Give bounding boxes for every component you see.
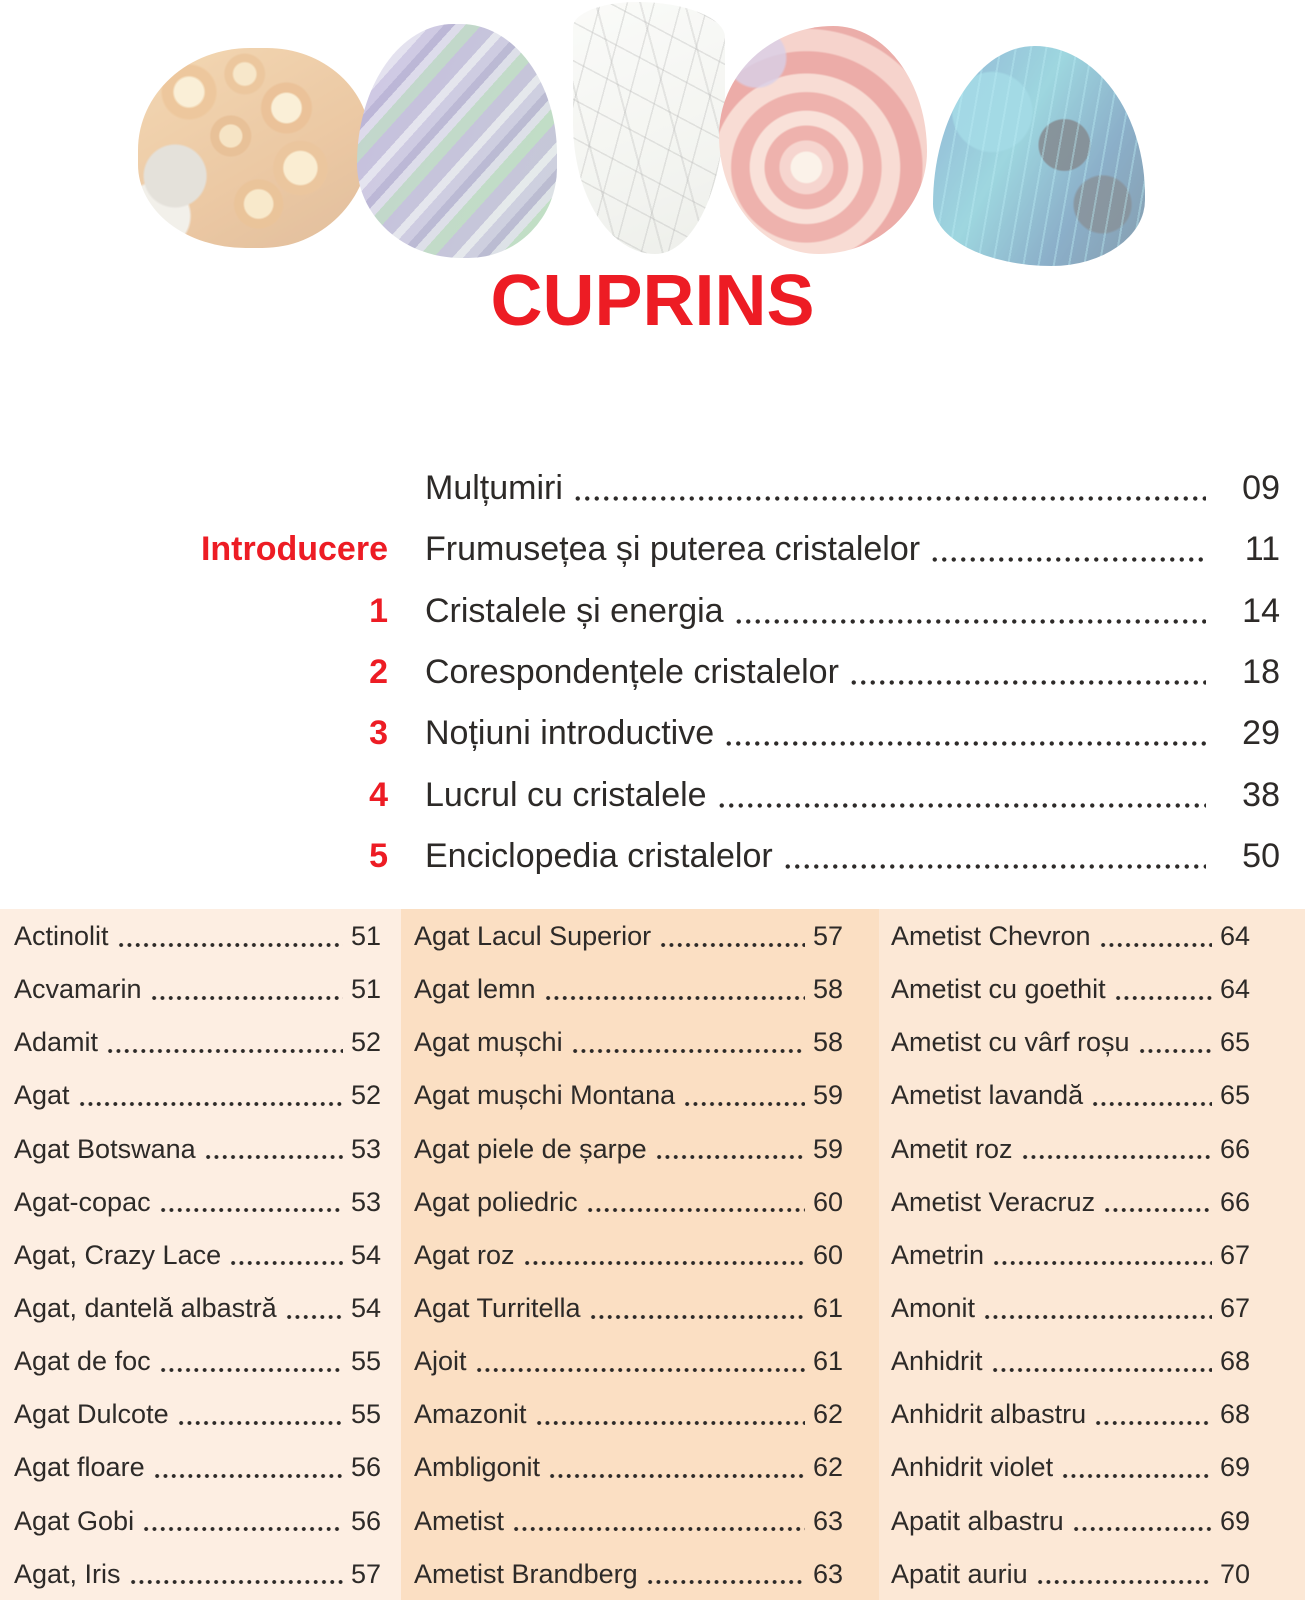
index-entry <box>891 910 1250 963</box>
dotted-leader <box>1114 995 1212 1001</box>
toc-page-number: 18 <box>1242 653 1280 692</box>
toc-row <box>0 581 1280 642</box>
toc-page-number: 09 <box>1242 469 1280 508</box>
index-page-number: 64 <box>1219 974 1250 1005</box>
dotted-leader <box>586 1207 805 1213</box>
index-page-number: 57 <box>812 921 843 952</box>
index-entry-title: Actinolit <box>14 921 109 952</box>
index-page-number: 68 <box>1219 1399 1250 1430</box>
index-entry <box>414 1388 843 1441</box>
index-page-number: 62 <box>812 1399 843 1430</box>
index-page-number: 67 <box>1219 1239 1250 1270</box>
dotted-leader <box>544 995 805 1001</box>
index-entry <box>14 1282 381 1335</box>
index-entry-title: Ametist Veracruz <box>891 1186 1096 1217</box>
index-page-number: 64 <box>1219 921 1250 952</box>
toc-chapter-label: 2 <box>369 653 388 692</box>
index-entry <box>414 1069 843 1122</box>
dotted-leader <box>150 995 343 1001</box>
index-entry-title: Ametit roz <box>891 1133 1013 1164</box>
index-entry-title: Agat Gobi <box>14 1505 135 1536</box>
toc-page-number: 29 <box>1242 714 1280 753</box>
index-entry-title: Apatit albastru <box>891 1505 1064 1536</box>
toc-chapter-label: 1 <box>369 591 388 630</box>
index-entry-title: Agat Dulcote <box>14 1399 169 1430</box>
toc-entry-title: Mulțumiri <box>425 469 563 508</box>
dotted-leader <box>512 1526 805 1532</box>
index-page-number: 56 <box>350 1452 381 1483</box>
dotted-leader <box>1061 1473 1212 1479</box>
index-page-number: 55 <box>350 1346 381 1377</box>
toc-page-number: 38 <box>1242 775 1280 814</box>
dotted-leader <box>204 1154 343 1160</box>
index-page-number: 51 <box>350 974 381 1005</box>
index-page-number: 66 <box>1219 1186 1250 1217</box>
index-entry-title: Ametist cu goethit <box>891 974 1106 1005</box>
toc-row <box>0 458 1280 519</box>
index-entry-title: Agat de foc <box>14 1346 151 1377</box>
index-page-number: 56 <box>350 1505 381 1536</box>
index-entry <box>891 1016 1250 1069</box>
index-page-number: 52 <box>350 1080 381 1111</box>
dotted-leader <box>589 1314 805 1320</box>
index-entry <box>891 963 1250 1016</box>
dotted-leader <box>571 1048 805 1054</box>
index-page-number: 59 <box>812 1080 843 1111</box>
toc-entry-title: Lucrul cu cristalele <box>425 775 707 814</box>
dotted-leader <box>1094 1420 1212 1426</box>
index-entry <box>414 1548 843 1600</box>
dotted-leader <box>159 1367 343 1373</box>
dotted-leader <box>475 1367 805 1373</box>
index-entry-title: Amonit <box>891 1293 976 1324</box>
index-entry-title: Agat Lacul Superior <box>414 921 652 952</box>
dotted-leader <box>724 740 1206 747</box>
dotted-leader <box>1091 1101 1212 1107</box>
index-page-number: 63 <box>812 1558 843 1589</box>
dotted-leader <box>229 1260 343 1266</box>
index-page-number: 67 <box>1219 1293 1250 1324</box>
index-entry-title: Agat piele de șarpe <box>414 1133 647 1164</box>
dotted-leader <box>734 618 1206 625</box>
dotted-leader <box>930 556 1206 563</box>
index-entry <box>14 1388 381 1441</box>
index-entry-title: Anhidrit <box>891 1346 983 1377</box>
index-entry-title: Ambligonit <box>414 1452 541 1483</box>
index-page-number: 52 <box>350 1027 381 1058</box>
toc-entry-title: Frumusețea și puterea cristalelor <box>425 530 921 569</box>
dotted-leader <box>1103 1207 1212 1213</box>
dotted-leader <box>1021 1154 1212 1160</box>
index-page-number: 61 <box>812 1346 843 1377</box>
index-entry <box>891 1123 1250 1176</box>
index-entry-title: Acvamarin <box>14 974 142 1005</box>
index-entry <box>14 1016 381 1069</box>
toc-entry-title: Cristalele și energia <box>425 591 724 630</box>
index-page-number: 53 <box>350 1133 381 1164</box>
fluorite-stone <box>357 24 557 258</box>
index-page-number: 60 <box>812 1186 843 1217</box>
index-entry <box>414 1229 843 1282</box>
index-page-number: 59 <box>812 1133 843 1164</box>
toc-chapter-label: 4 <box>369 775 388 814</box>
index-page-number: 51 <box>350 921 381 952</box>
index-entry-title: Agat, Iris <box>14 1558 121 1589</box>
dotted-leader <box>1072 1526 1212 1532</box>
index-page-number: 58 <box>812 1027 843 1058</box>
dotted-leader <box>117 942 343 948</box>
toc-row <box>0 703 1280 764</box>
dotted-leader <box>655 1154 805 1160</box>
dotted-leader <box>992 1260 1212 1266</box>
index-page-number: 65 <box>1219 1080 1250 1111</box>
dotted-leader <box>646 1579 805 1585</box>
index-entry <box>891 1069 1250 1122</box>
dotted-leader <box>783 863 1206 870</box>
index-entry <box>891 1495 1250 1548</box>
toc-entry-title: Enciclopedia cristalelor <box>425 836 773 875</box>
rhodochrosite-stone <box>719 26 927 254</box>
toc-chapter-label: 5 <box>369 836 388 875</box>
index-entry <box>414 1123 843 1176</box>
index-entry <box>14 1123 381 1176</box>
toc-entry-title: Corespondențele cristalelor <box>425 653 839 692</box>
index-entry-title: Agat-copac <box>14 1186 151 1217</box>
index-entry-title: Agat, dantelă albastră <box>14 1293 277 1324</box>
dotted-leader <box>683 1101 805 1107</box>
index-column-2 <box>401 909 879 1600</box>
dotted-leader <box>717 802 1206 809</box>
index-page-number: 55 <box>350 1399 381 1430</box>
index-entry <box>14 1176 381 1229</box>
index-page-number: 53 <box>350 1186 381 1217</box>
index-entry <box>891 1335 1250 1388</box>
dotted-leader <box>159 1207 343 1213</box>
toc-page-number: 11 <box>1244 530 1280 569</box>
index-entry <box>14 1548 381 1600</box>
index-page-number: 62 <box>812 1452 843 1483</box>
index-page-number: 54 <box>350 1239 381 1270</box>
index-entry <box>14 1441 381 1494</box>
index-page-number: 57 <box>350 1558 381 1589</box>
index-entry <box>891 1229 1250 1282</box>
index-entry <box>414 1335 843 1388</box>
toc-chapter-label: 3 <box>369 714 388 753</box>
index-page-number: 54 <box>350 1293 381 1324</box>
index-entry-title: Ametist <box>414 1505 505 1536</box>
index-page-number: 65 <box>1219 1027 1250 1058</box>
index-entry-title: Agat lemn <box>414 974 536 1005</box>
dotted-leader <box>659 942 805 948</box>
index-entry <box>414 1016 843 1069</box>
index-entry <box>891 1176 1250 1229</box>
index-entry-title: Anhidrit violet <box>891 1452 1054 1483</box>
ocean-jasper-stone <box>138 48 370 248</box>
dotted-leader <box>523 1260 805 1266</box>
toc-row <box>0 519 1280 580</box>
index-page-number: 66 <box>1219 1133 1250 1164</box>
index-entry-title: Ametist lavandă <box>891 1080 1084 1111</box>
index-entry <box>14 1495 381 1548</box>
index-entry-title: Ajoit <box>414 1346 467 1377</box>
index-entry-title: Amazonit <box>414 1399 527 1430</box>
index-entry-title: Agat poliedric <box>414 1186 578 1217</box>
index-entry <box>891 1548 1250 1600</box>
dotted-leader <box>991 1367 1212 1373</box>
index-entry <box>891 1282 1250 1335</box>
index-entry-title: Apatit auriu <box>891 1558 1028 1589</box>
index-page-number: 70 <box>1219 1558 1250 1589</box>
dotted-leader <box>142 1526 343 1532</box>
index-entry-title: Agat Botswana <box>14 1133 196 1164</box>
index-page-number: 60 <box>812 1239 843 1270</box>
index-page-number: 69 <box>1219 1452 1250 1483</box>
index-page-number: 63 <box>812 1505 843 1536</box>
index-entry <box>414 1176 843 1229</box>
toc-row <box>0 826 1280 887</box>
index-page-number: 68 <box>1219 1346 1250 1377</box>
page-title: CUPRINS <box>490 261 815 341</box>
index-page-number: 61 <box>812 1293 843 1324</box>
index-entry-title: Agat mușchi <box>414 1027 563 1058</box>
dotted-leader <box>129 1579 343 1585</box>
dotted-leader <box>573 495 1206 502</box>
main-toc <box>0 458 1280 887</box>
dotted-leader <box>983 1314 1212 1320</box>
index-entry-title: Adamit <box>14 1027 99 1058</box>
index-entry-title: Agat <box>14 1080 70 1111</box>
dotted-leader <box>849 679 1206 686</box>
dotted-leader <box>177 1420 343 1426</box>
toc-page-number: 50 <box>1242 836 1280 875</box>
index-entry-title: Ametist cu vârf roșu <box>891 1027 1130 1058</box>
header-crystals-image <box>135 0 1145 268</box>
labradorite-stone <box>933 46 1145 266</box>
index-entry <box>414 963 843 1016</box>
index-entry <box>14 1069 381 1122</box>
index-entry <box>14 1335 381 1388</box>
toc-row <box>0 642 1280 703</box>
index-entry-title: Anhidrit albastru <box>891 1399 1087 1430</box>
index-column-3 <box>879 909 1305 1600</box>
toc-page-number: 14 <box>1242 591 1280 630</box>
howlite-stone <box>573 2 725 254</box>
index-entry-title: Ametist Chevron <box>891 921 1091 952</box>
dotted-leader <box>1036 1579 1212 1585</box>
dotted-leader <box>153 1473 343 1479</box>
index-entry <box>14 963 381 1016</box>
index-entry-title: Agat Turritella <box>414 1293 581 1324</box>
index-entry-title: Ametrin <box>891 1239 985 1270</box>
index-column-1 <box>0 909 401 1600</box>
index-page-number: 69 <box>1219 1505 1250 1536</box>
dotted-leader <box>535 1420 805 1426</box>
index-entry <box>414 1441 843 1494</box>
index-entry-title: Agat, Crazy Lace <box>14 1239 222 1270</box>
index-entry-title: Agat roz <box>414 1239 515 1270</box>
dotted-leader <box>1138 1048 1212 1054</box>
index-entry-title: Agat floare <box>14 1452 145 1483</box>
index-entry <box>414 1282 843 1335</box>
index-entry-title: Ametist Brandberg <box>414 1558 638 1589</box>
index-entry <box>891 1441 1250 1494</box>
dotted-leader <box>285 1314 343 1320</box>
index-page-number: 58 <box>812 974 843 1005</box>
index-entry <box>14 910 381 963</box>
toc-entry-title: Noțiuni introductive <box>425 714 715 753</box>
toc-row <box>0 764 1280 825</box>
dotted-leader <box>106 1048 343 1054</box>
index-entry <box>414 910 843 963</box>
dotted-leader <box>548 1473 805 1479</box>
toc-chapter-label: Introducere <box>200 530 388 569</box>
index-entry <box>14 1229 381 1282</box>
index-entry <box>891 1388 1250 1441</box>
index-entry <box>414 1495 843 1548</box>
index-entry-title: Agat mușchi Montana <box>414 1080 676 1111</box>
crystal-index <box>0 909 1305 1600</box>
dotted-leader <box>1099 942 1212 948</box>
dotted-leader <box>78 1101 343 1107</box>
